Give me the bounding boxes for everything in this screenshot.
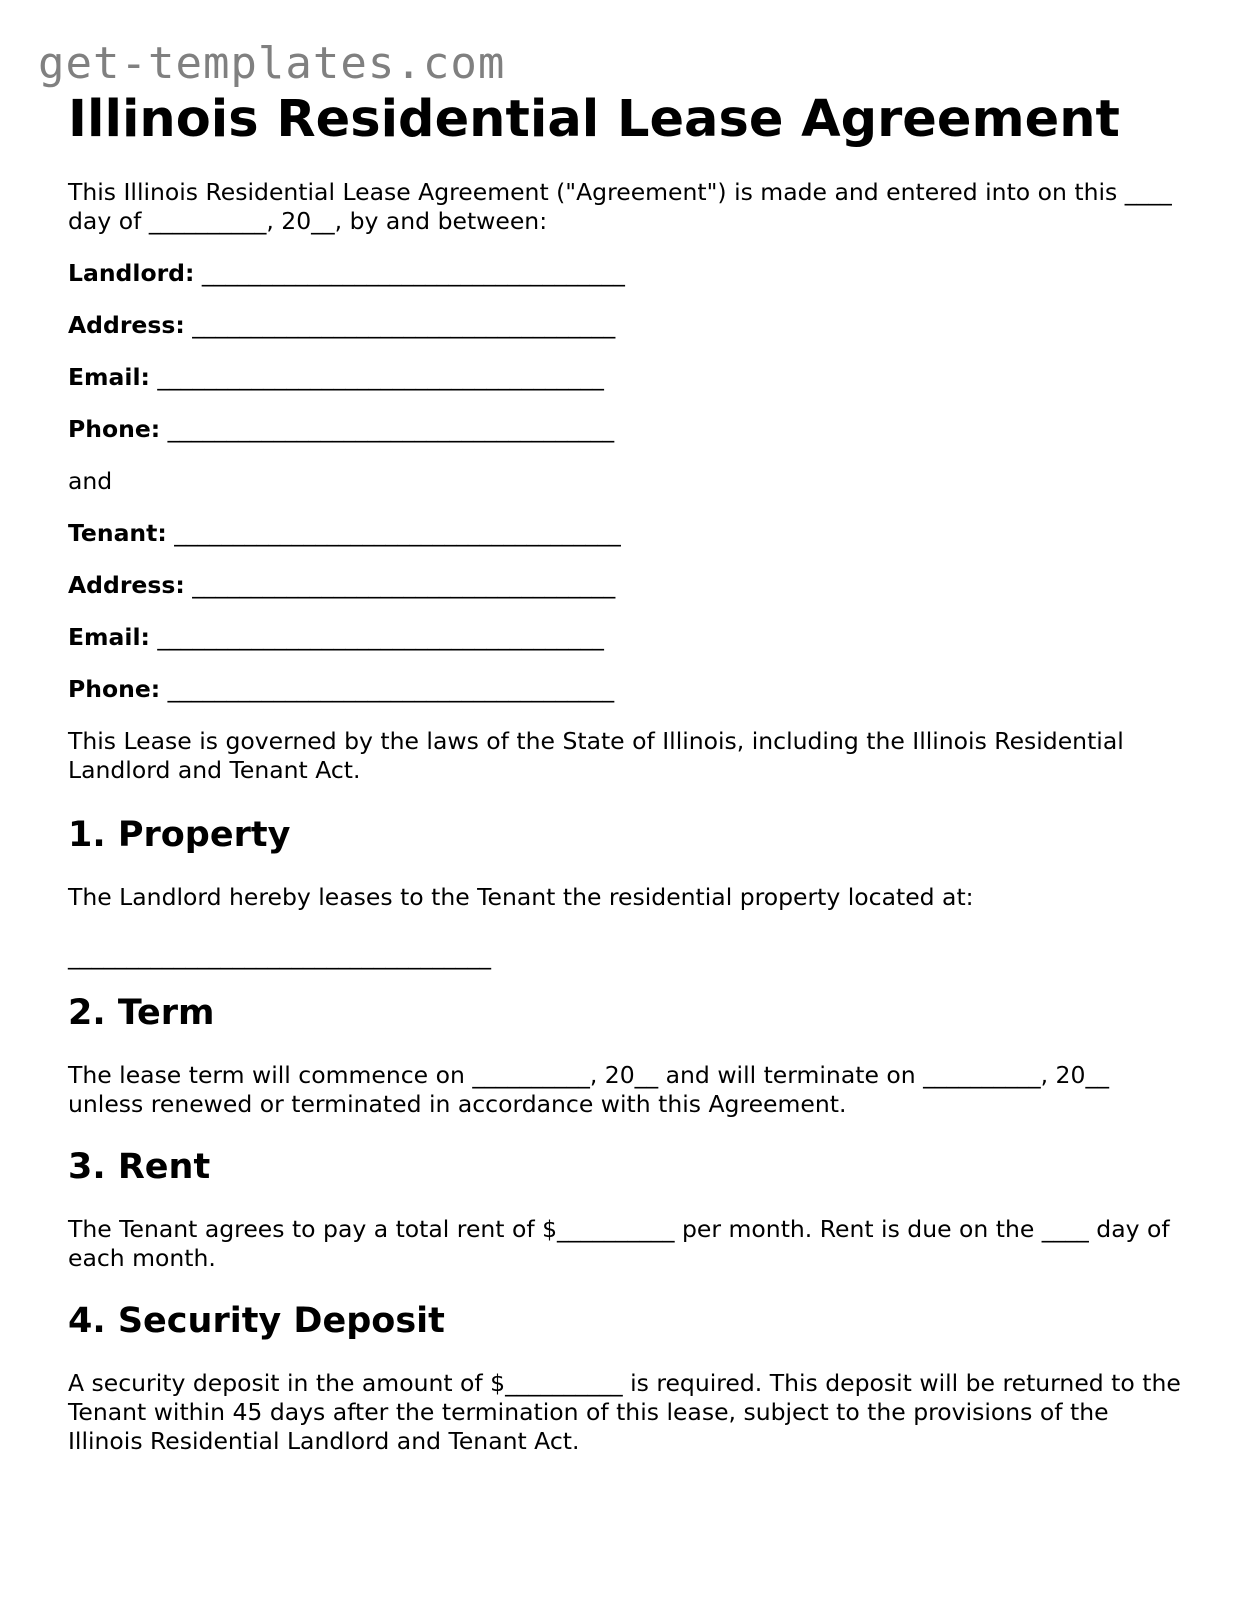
landlord-name-blank: ____________________________________: [201, 259, 625, 287]
landlord-phone-label: Phone:: [68, 415, 161, 443]
landlord-address-blank: ____________________________________: [192, 311, 616, 339]
term-paragraph: The lease term will commence on __________, 20__ and will terminate on __________, 20__ unless renewed or terminated in accordance with this Agreement.: [68, 1061, 1109, 1118]
tenant-email-field: [68, 623, 1188, 652]
watermark: get-templates.com: [38, 38, 506, 89]
and-text: and: [68, 467, 113, 495]
section-heading-security-deposit: 4. Security Deposit: [68, 1301, 445, 1341]
landlord-email-field: [68, 363, 1188, 392]
landlord-email-blank: ______________________________________: [157, 363, 604, 391]
tenant-phone-blank: ______________________________________: [167, 675, 615, 703]
section-heading-rent: 3. Rent: [68, 1147, 211, 1187]
tenant-phone-field: [68, 675, 1188, 704]
tenant-address-field: [68, 571, 1188, 600]
landlord-address-label: Address:: [68, 311, 185, 339]
section-heading-term: 2. Term: [68, 993, 215, 1033]
landlord-phone-field: [68, 415, 1188, 444]
intro-paragraph: This Illinois Residential Lease Agreement ("Agreement") is made and entered into on this ____ day of __________, 20__, by and between:: [68, 178, 1172, 235]
governing-law-paragraph: This Lease is governed by the laws of the State of Illinois, including the Illinois Residential Landlord and Tenant Act.: [68, 727, 1124, 784]
landlord-phone-blank: ______________________________________: [167, 415, 615, 443]
document-page: [68, 88, 1188, 1456]
landlord-email-label: Email:: [68, 363, 150, 391]
tenant-name-blank: ______________________________________: [174, 519, 621, 547]
tenant-address-blank: ____________________________________: [192, 571, 616, 599]
tenant-email-label: Email:: [68, 623, 150, 651]
property-address-blank: ____________________________________: [68, 942, 491, 970]
property-paragraph: The Landlord hereby leases to the Tenant the residential property located at:: [68, 883, 974, 911]
section-heading-property: 1. Property: [68, 815, 291, 855]
tenant-phone-label: Phone:: [68, 675, 161, 703]
tenant-name-field: [68, 519, 1188, 548]
tenant-address-label: Address:: [68, 571, 185, 599]
rent-paragraph: The Tenant agrees to pay a total rent of $__________ per month. Rent is due on the ____ day of each month.: [68, 1215, 1170, 1272]
landlord-name-label: Landlord:: [68, 259, 195, 287]
security-deposit-paragraph: A security deposit in the amount of $__________ is required. This deposit will be returned to the Tenant within 45 days after the termination of this lease, subject to the provisions of the Illinois Residential Landlord and Tenant Act.: [68, 1369, 1181, 1455]
tenant-name-label: Tenant:: [68, 519, 167, 547]
tenant-email-blank: ______________________________________: [157, 623, 604, 651]
landlord-address-field: [68, 311, 1188, 340]
document-title: Illinois Residential Lease Agreement: [68, 90, 1120, 149]
landlord-name-field: [68, 259, 1188, 288]
